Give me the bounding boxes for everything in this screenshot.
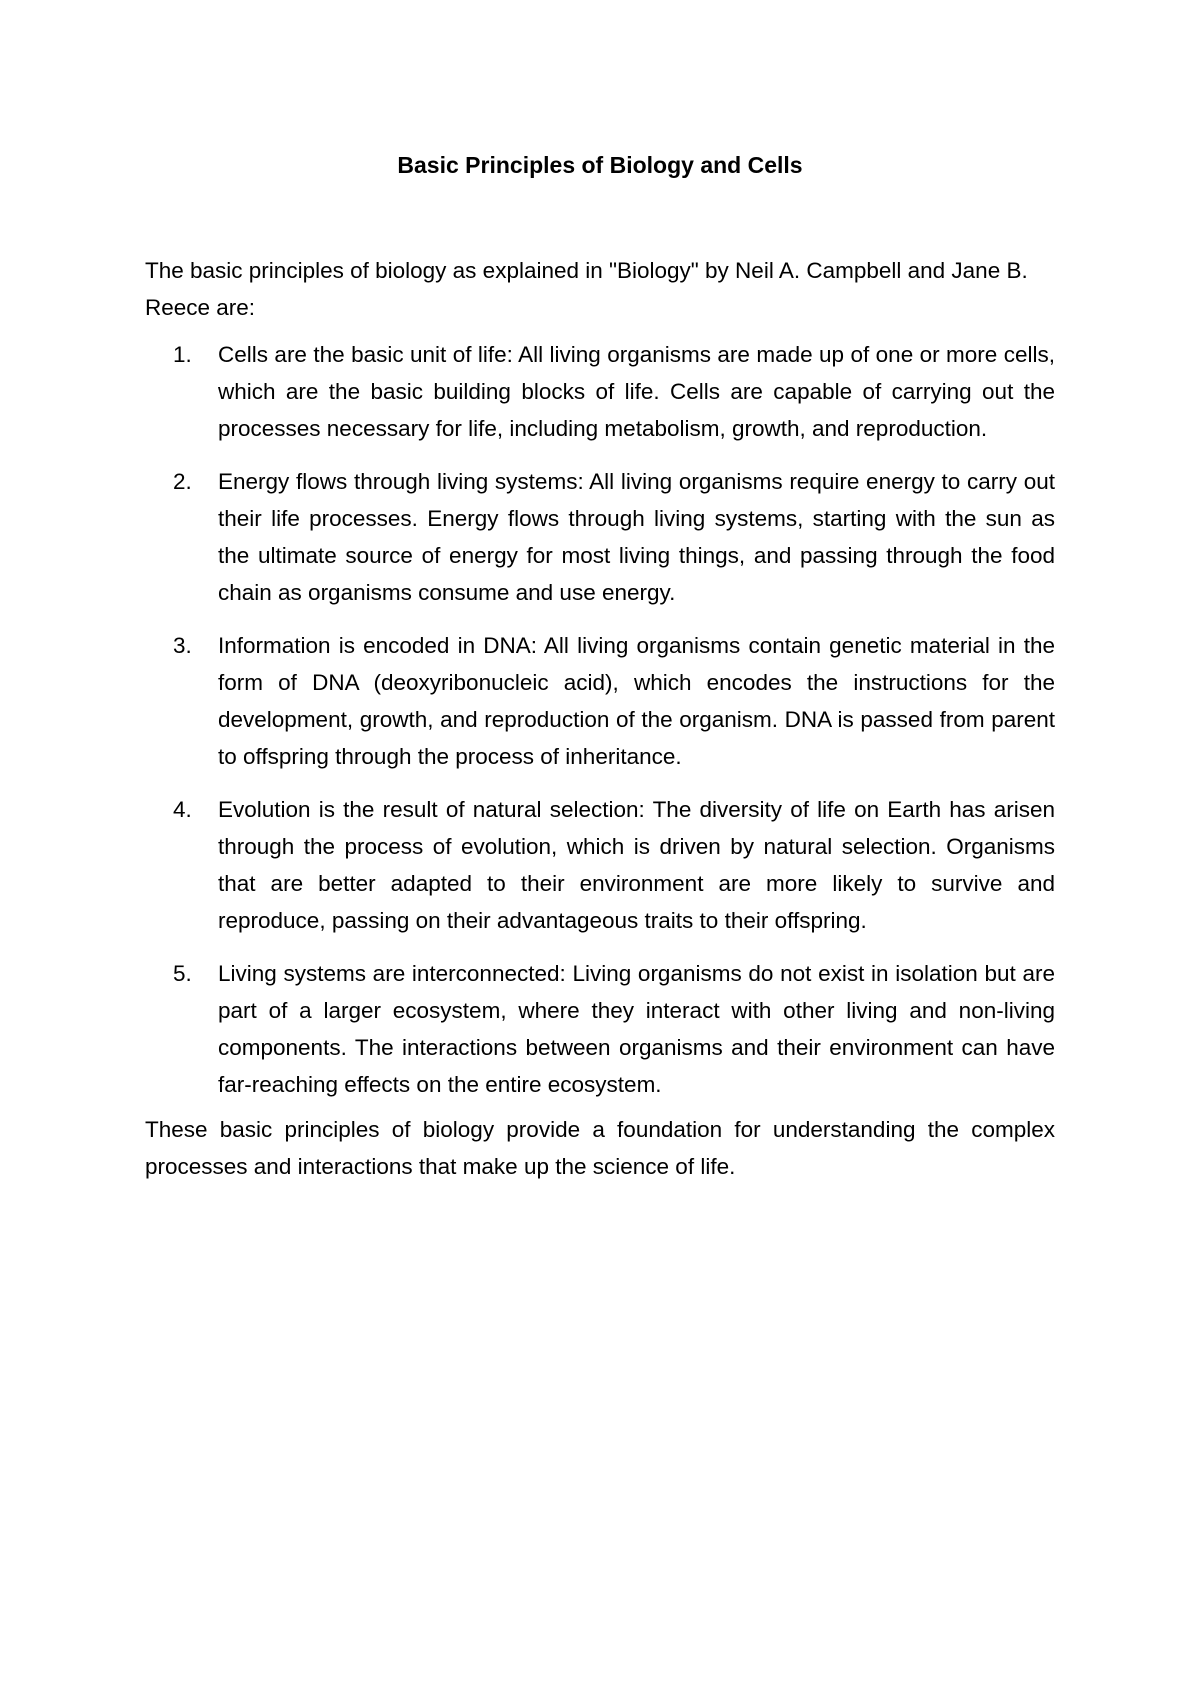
document-title: Basic Principles of Biology and Cells xyxy=(397,152,803,178)
list-item-number: 1. xyxy=(173,342,192,367)
list-item-text: Energy flows through living systems: All living organisms require energy to carry out their life processes. Energy flows through living systems, starting with the sun as the ultimate source of energy for most living things, and passing through the food chain as organisms consume and use energy. xyxy=(218,469,1055,605)
list-item-number: 4. xyxy=(173,797,192,822)
list-item-text: Evolution is the result of natural selection: The diversity of life on Earth has arisen through the process of evolution, which is driven by natural selection. Organisms that are better adapted to their environment are more likely to survive and reproduce, passing on their advantageous traits to their offspring. xyxy=(218,797,1055,933)
list-item-text: Cells are the basic unit of life: All living organisms are made up of one or more cells, which are the basic building blocks of life. Cells are capable of carrying out the processes necessary for life, including metabolism, growth, and reproduction. xyxy=(218,342,1055,441)
list-item-number: 5. xyxy=(173,961,192,986)
list-item-number: 3. xyxy=(173,633,192,658)
intro-paragraph: The basic principles of biology as explained in "Biology" by Neil A. Campbell and Jane B. Reece are: xyxy=(145,258,1028,320)
principles-list xyxy=(145,336,1055,1103)
list-item xyxy=(145,463,1055,611)
conclusion-paragraph: These basic principles of biology provide a foundation for understanding the complex processes and interactions that make up the science of life. xyxy=(145,1117,1055,1179)
document-body xyxy=(145,252,1055,1185)
list-item-number: 2. xyxy=(173,469,192,494)
list-item-text: Information is encoded in DNA: All living organisms contain genetic material in the form of DNA (deoxyribonucleic acid), which encodes the instructions for the development, growth, and reproduction of the organism. DNA is passed from parent to offspring through the process of inheritance. xyxy=(218,633,1055,769)
list-item xyxy=(145,791,1055,939)
list-item xyxy=(145,955,1055,1103)
list-item xyxy=(145,336,1055,447)
list-item-text: Living systems are interconnected: Living organisms do not exist in isolation but are part of a larger ecosystem, where they interact with other living and non-living components. The interactions between organisms and their environment can have far-reaching effects on the entire ecosystem. xyxy=(218,961,1055,1097)
list-item xyxy=(145,627,1055,775)
